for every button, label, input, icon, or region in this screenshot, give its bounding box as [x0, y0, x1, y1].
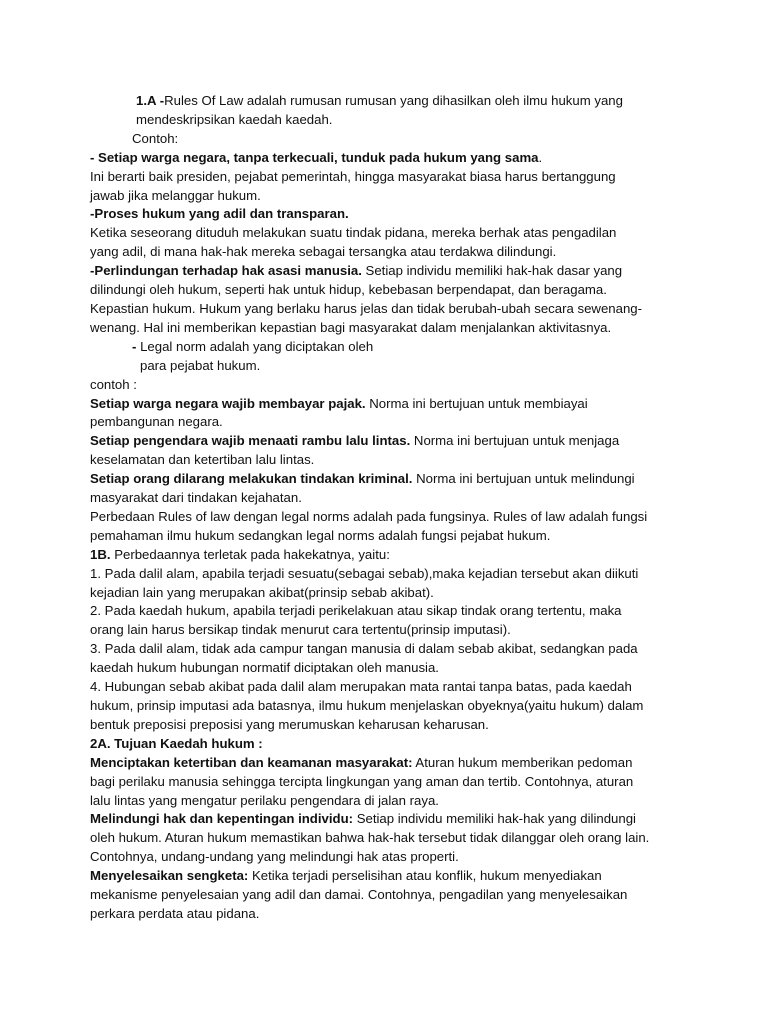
purpose-line	[90, 810, 690, 829]
text-line: .	[538, 149, 543, 165]
text-line: pemahaman ilmu hukum sedangkan legal norms adalah fungsi pejabat hukum.	[90, 527, 551, 543]
text-line: Perbedaannya terletak pada hakekatnya, yaitu:	[110, 546, 390, 562]
section-label-1a: 1.A -	[136, 93, 165, 108]
text-line: kaedah hukum hubungan normatif diciptakan oleh manusia.	[90, 660, 439, 676]
text-line: oleh hukum. Aturan hukum memastikan bahwa hak-hak tersebut tidak dilanggar oleh orang lain.	[90, 830, 650, 846]
text-line: Norma ini bertujuan untuk menjaga	[410, 433, 620, 449]
text-line: Ketika terjadi perselisihan atau konflik, hukum menyediakan	[248, 868, 602, 884]
text-line: Legal norm adalah yang diciptakan oleh	[140, 338, 374, 354]
text-line: Norma ini bertujuan untuk membiayai	[365, 395, 588, 411]
text-line: Kepastian hukum. Hukum yang berlaku harus jelas dan tidak berubah-ubah secara sewenang-	[90, 300, 643, 316]
bold-text: -Proses hukum yang adil dan transparan.	[90, 206, 349, 222]
text-line: bentuk preposisi preposisi yang merumuskan keharusan keharusan.	[90, 716, 489, 732]
text-line: Setiap individu memiliki hak-hak dasar yang	[361, 263, 623, 279]
text-line: contoh :	[90, 376, 137, 392]
text-line: 4. Hubungan sebab akibat pada dalil alam merupakan mata rantai tanpa batas, pada kaedah	[90, 679, 632, 695]
bold-text: -	[132, 338, 141, 354]
example-line	[90, 395, 690, 414]
example-line	[90, 470, 690, 489]
text-line: keselamatan dan ketertiban lalu lintas.	[90, 452, 315, 468]
text-line: hukum, prinsip imputasi ada batasnya, ilmu hukum menjelaskan obyeknya(yaitu hukum) dalam	[90, 698, 644, 713]
example-line	[90, 432, 690, 451]
text-line: 2. Pada kaedah hukum, apabila terjadi perikelakuan atau sikap tindak orang tertentu, maka	[90, 603, 622, 619]
text-line: wenang. Hal ini memberikan kepastian bagi masyarakat dalam menjalankan aktivitasnya.	[90, 319, 612, 335]
text-line: Ketika seseorang dituduh melakukan suatu tindak pidana, mereka berhak atas pengadilan	[90, 225, 617, 241]
bold-text: Setiap warga negara wajib membayar pajak.	[90, 395, 366, 411]
text-line: Rules Of Law adalah rumusan rumusan yang dihasilkan oleh ilmu hukum yang	[164, 93, 623, 108]
text-line: Contoh:	[132, 130, 179, 146]
bold-text: Menciptakan ketertiban dan keamanan masyarakat:	[90, 754, 413, 770]
section-1b-heading	[90, 546, 690, 565]
text-line: orang lain harus bersikap tindak menurut cara tertentu(prinsip imputasi).	[90, 622, 511, 638]
text-line: Setiap individu memiliki hak-hak yang dilindungi	[353, 811, 636, 827]
text-line: Aturan hukum memberikan pedoman	[412, 754, 633, 770]
bold-text: Menyelesaikan sengketa:	[90, 868, 249, 884]
text-line: Contohnya, undang-undang yang melindungi hak atas properti.	[90, 849, 459, 865]
purpose-line	[90, 867, 690, 886]
bullet-line	[90, 338, 690, 357]
text-line: Norma ini bertujuan untuk melindungi	[412, 471, 635, 487]
document-body	[90, 92, 690, 924]
text-line: mekanisme penyelesaian yang adil dan damai. Contohnya, pengadilan yang menyelesaikan	[90, 887, 628, 903]
bold-text: Melindungi hak dan kepentingan individu:	[90, 811, 354, 827]
text-line: lalu lintas yang mengatur perilaku pengendara di jalan raya.	[90, 792, 439, 808]
text-line: Ini berarti baik presiden, pejabat pemerintah, hingga masyarakat biasa harus bertanggung	[90, 168, 616, 184]
section-label-1b: 1B.	[90, 546, 111, 562]
bold-text: - Setiap warga negara, tanpa terkecuali, tunduk pada hukum yang sama	[90, 149, 539, 165]
text-line: bagi perilaku manusia sehingga tercipta lingkungan yang aman dan tertib. Contohnya, aturan	[90, 773, 634, 789]
paragraph-1a-heading	[90, 92, 690, 111]
bold-text: Setiap pengendara wajib menaati rambu lalu lintas.	[90, 433, 411, 449]
bullet-line	[90, 205, 690, 224]
bold-text: Setiap orang dilarang melakukan tindakan kriminal.	[90, 471, 413, 487]
text-line: 1. Pada dalil alam, apabila terjadi sesuatu(sebagai sebab),maka kejadian tersebut akan diikuti	[90, 565, 639, 581]
bullet-line	[90, 262, 690, 281]
text-line: Perbedaan Rules of law dengan legal norms adalah pada fungsinya. Rules of law adalah fungsi	[90, 508, 648, 524]
section-label-2a: 2A. Tujuan Kaedah hukum :	[90, 735, 263, 751]
text-line: masyarakat dari tindakan kejahatan.	[90, 490, 302, 506]
text-line: kejadian lain yang merupakan akibat(prinsip sebab akibat).	[90, 584, 434, 600]
text-line: 3. Pada dalil alam, tidak ada campur tangan manusia di dalam sebab akibat, sedangkan pada	[90, 641, 638, 657]
section-2a-heading	[90, 735, 690, 754]
bullet-line	[90, 149, 690, 168]
text-line: perkara perdata atau pidana.	[90, 905, 260, 921]
text-line: yang adil, di mana hak-hak mereka sebagai tersangka atau terdakwa dilindungi.	[90, 244, 557, 260]
bold-text: -Perlindungan terhadap hak asasi manusia.	[90, 263, 362, 279]
text-line: para pejabat hukum.	[140, 357, 261, 373]
purpose-line	[90, 754, 690, 773]
text-line: jawab jika melanggar hukum.	[90, 187, 261, 203]
text-line: pembangunan negara.	[90, 414, 223, 430]
text-line: mendeskripsikan kaedah kaedah.	[136, 111, 333, 127]
text-line: dilindungi oleh hukum, seperti hak untuk hidup, kebebasan berpendapat, dan beragama.	[90, 282, 607, 298]
